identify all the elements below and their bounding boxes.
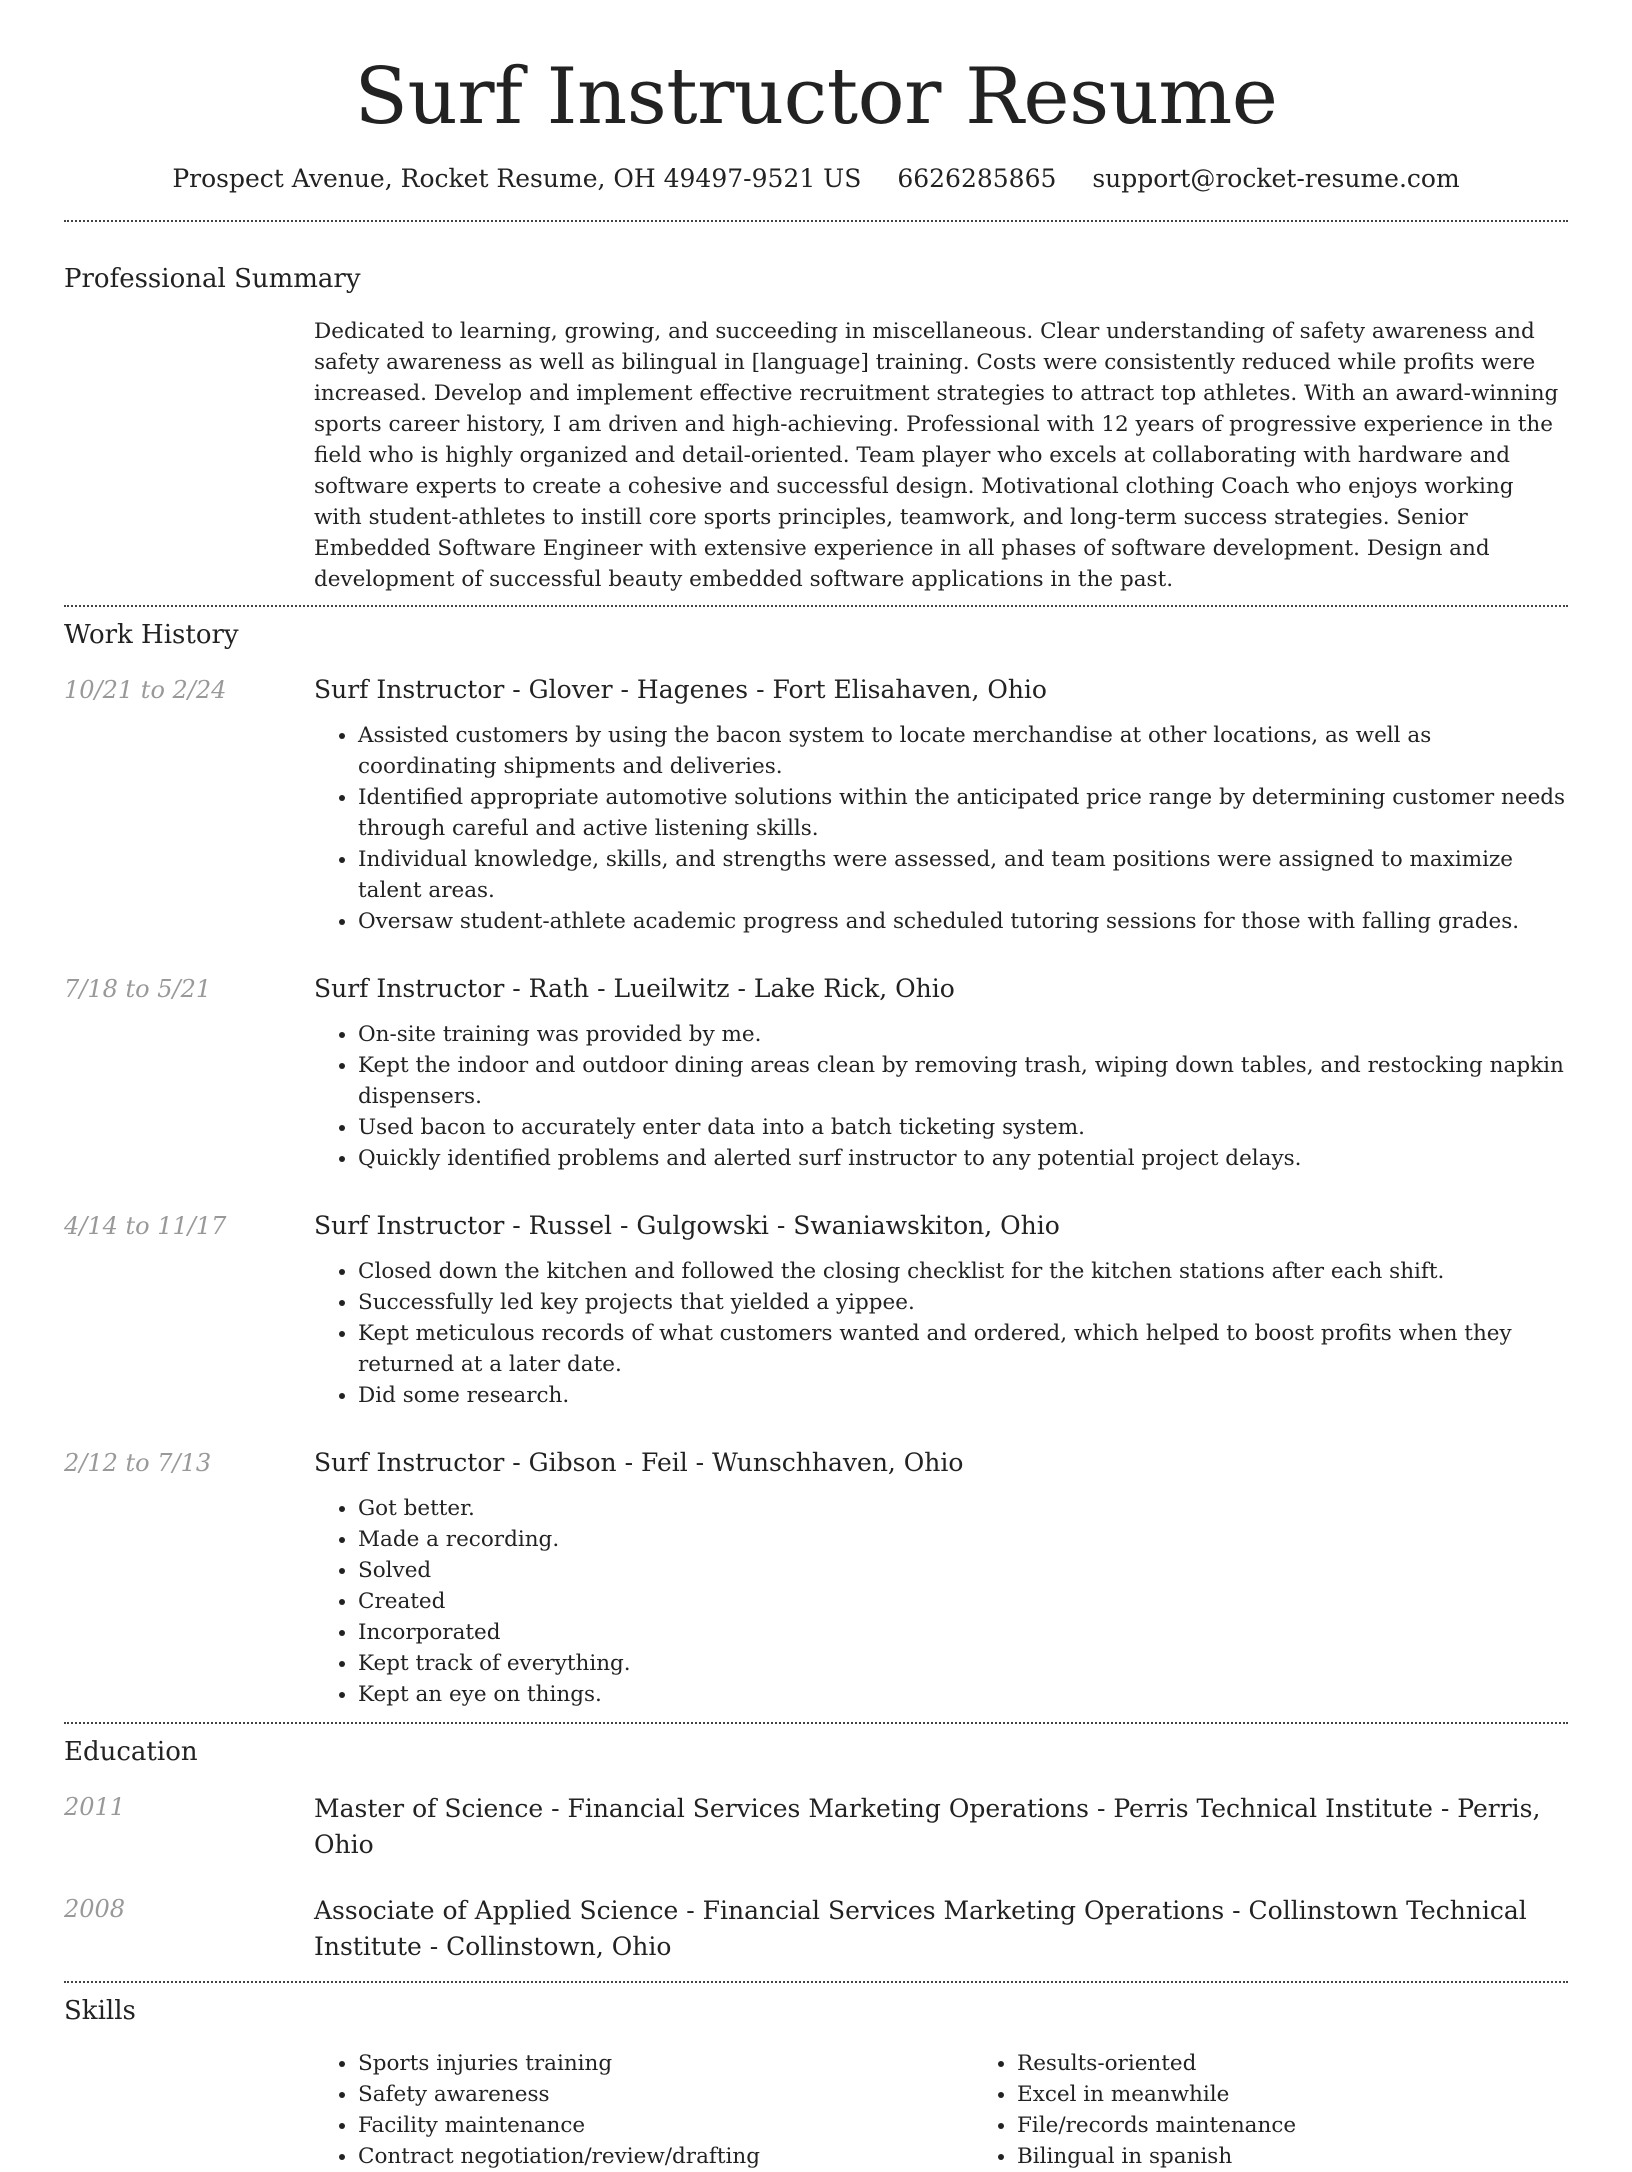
list-item: • Got better.	[358, 1493, 1568, 1524]
job-entry	[64, 1210, 1568, 1411]
skill-item: • File/records maintenance	[1017, 2110, 1632, 2141]
job-title: Surf Instructor - Glover - Hagenes - Fort Elisahaven, Ohio	[314, 675, 1047, 704]
education-degree: Associate of Applied Science - Financial Services Marketing Operations	[314, 1896, 1225, 1925]
work-section	[64, 618, 1568, 1710]
education-year: 2011	[64, 1793, 126, 1821]
skills-section	[64, 1994, 1568, 2172]
job-dates: 4/14 to 11/17	[64, 1212, 227, 1240]
work-heading: Work History	[64, 620, 239, 650]
skill-item: • Facility maintenance	[358, 2110, 973, 2141]
list-item: • Closed down the kitchen and followed the closing checklist for the kitchen stations after each shift.	[358, 1256, 1568, 1287]
job-dates: 10/21 to 2/24	[64, 676, 227, 704]
list-item: • Kept track of everything.	[358, 1648, 1568, 1679]
divider	[64, 220, 1568, 222]
resume-content	[64, 0, 1568, 2172]
job-dates: 7/18 to 5/21	[64, 975, 212, 1003]
job-bullets	[314, 1256, 1568, 1411]
list-item: • Quickly identified problems and alerted surf instructor to any potential project delays.	[358, 1143, 1568, 1174]
list-item: • Kept an eye on things.	[358, 1679, 1568, 1710]
summary-section	[64, 262, 1568, 595]
list-item: • Oversaw student-athlete academic progress and scheduled tutoring sessions for those with falling grades.	[358, 906, 1568, 937]
job-bullets	[314, 1493, 1568, 1710]
education-entry	[64, 1791, 1568, 1863]
list-item: • Incorporated	[358, 1617, 1568, 1648]
education-entry	[64, 1893, 1568, 1965]
contact-phone: 6626285865	[897, 164, 1057, 193]
list-item: • Kept the indoor and outdoor dining areas clean by removing trash, wiping down tables, and restocking napkin dispensers.	[358, 1050, 1568, 1112]
contact-line	[64, 162, 1568, 196]
job-title: Surf Instructor - Russel - Gulgowski - Swaniawskiton, Ohio	[314, 1211, 1060, 1240]
list-item: • Assisted customers by using the bacon system to locate merchandise at other locations, as well as coordinating shipments and deliveries.	[358, 720, 1568, 782]
education-school: - Collinstown Technical Institute - Collinstown, Ohio	[314, 1896, 1527, 1961]
education-year: 2008	[64, 1895, 126, 1923]
job-entry	[64, 1447, 1568, 1710]
education-heading: Education	[64, 1737, 198, 1767]
summary-heading: Professional Summary	[64, 264, 361, 294]
divider	[64, 1722, 1568, 1724]
skill-item: • Bilingual in spanish	[1017, 2141, 1632, 2172]
job-entry	[64, 973, 1568, 1174]
summary-text: Dedicated to learning, growing, and succeeding in miscellaneous. Clear understanding of safety awareness and safety awareness as well as bilingual in [language] training. Costs were consistently reduced while profits were increased. Develop and implement effective recruitment strategies to attract top athletes. With an award-winning sports career history, I am driven and high-achieving. Professional with 12 years of progressive experience in the field who is highly organized and detail-oriented. Team player who excels at collaborating with hardware and software experts to create a cohesive and successful design. Motivational clothing Coach who enjoys working with student-athletes to instill core sports principles, teamwork, and long-term success strategies. Senior Embedded Software Engineer with extensive experience in all phases of software development. Design and development of successful beauty embedded software applications in the past.	[314, 319, 1559, 592]
list-item: • Kept meticulous records of what customers wanted and ordered, which helped to boost profits when they returned at a later date.	[358, 1318, 1568, 1380]
skills-list-left	[314, 2048, 973, 2172]
skill-item: • Safety awareness	[358, 2079, 973, 2110]
divider	[64, 605, 1568, 607]
job-title: Surf Instructor - Rath - Lueilwitz - Lake Rick, Ohio	[314, 974, 955, 1003]
divider	[64, 1981, 1568, 1983]
list-item: • Individual knowledge, skills, and strengths were assessed, and team positions were assigned to maximize talent areas.	[358, 844, 1568, 906]
contact-address: Prospect Avenue, Rocket Resume, OH 49497-9521 US	[172, 164, 862, 193]
skill-item: • Results-oriented	[1017, 2048, 1632, 2079]
job-entry	[64, 674, 1568, 937]
job-bullets	[314, 720, 1568, 937]
list-item: • On-site training was provided by me.	[358, 1019, 1568, 1050]
skill-item: • Excel in meanwhile	[1017, 2079, 1632, 2110]
education-school: - Perris Technical Institute - Perris, Ohio	[314, 1794, 1541, 1859]
list-item: • Solved	[358, 1555, 1568, 1586]
list-item: • Made a recording.	[358, 1524, 1568, 1555]
list-item: • Did some research.	[358, 1380, 1568, 1411]
list-item: • Identified appropriate automotive solutions within the anticipated price range by determining customer needs through careful and active listening skills.	[358, 782, 1568, 844]
job-dates: 2/12 to 7/13	[64, 1449, 212, 1477]
job-title: Surf Instructor - Gibson - Feil - Wunschhaven, Ohio	[314, 1448, 964, 1477]
list-item: • Used bacon to accurately enter data into a batch ticketing system.	[358, 1112, 1568, 1143]
skills-list-right	[973, 2048, 1632, 2172]
contact-email: support@rocket-resume.com	[1092, 164, 1460, 193]
list-item: • Successfully led key projects that yielded a yippee.	[358, 1287, 1568, 1318]
education-degree: Master of Science - Financial Services Marketing Operations	[314, 1794, 1089, 1823]
skills-heading: Skills	[64, 1996, 136, 2026]
skill-item: • Contract negotiation/review/drafting	[358, 2141, 973, 2172]
education-section	[64, 1735, 1568, 1965]
skill-item: • Sports injuries training	[358, 2048, 973, 2079]
list-item: • Created	[358, 1586, 1568, 1617]
job-bullets	[314, 1019, 1568, 1174]
resume-title: Surf Instructor Resume	[354, 52, 1278, 142]
